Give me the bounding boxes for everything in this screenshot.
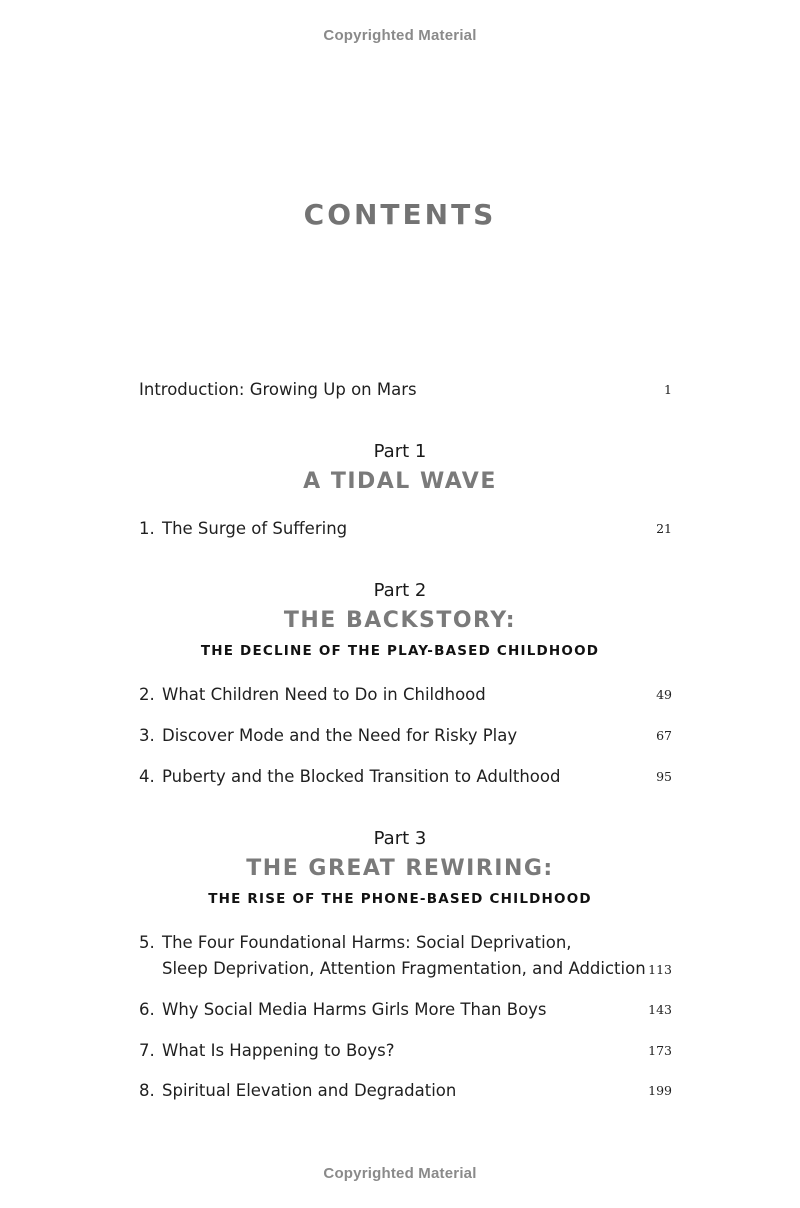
part-3-subtitle: THE RISE OF THE PHONE-BASED CHILDHOOD (208, 891, 592, 907)
toc-entry-page: 113 (648, 962, 672, 977)
page-title: CONTENTS (303, 198, 497, 231)
toc-entry-title: Spiritual Elevation and Degradation (162, 1081, 457, 1100)
toc-entry-title: The Surge of Suffering (162, 519, 348, 538)
toc-entry-number: 6. (139, 1000, 155, 1019)
copyright-watermark-bottom: Copyrighted Material (323, 1165, 477, 1182)
part-3-label: Part 3 (373, 828, 427, 849)
part-1-title: A TIDAL WAVE (303, 469, 497, 494)
toc-entry-page: 1 (664, 382, 672, 397)
copyright-watermark-top: Copyrighted Material (323, 27, 477, 44)
toc-entry-page: 143 (648, 1002, 672, 1017)
part-2-subtitle: THE DECLINE OF THE PLAY-BASED CHILDHOOD (200, 643, 600, 659)
toc-entry-number: 3. (139, 726, 155, 745)
toc-entry-number: 2. (139, 685, 155, 704)
toc-entry-page: 199 (648, 1083, 672, 1098)
toc-entry-title: What Is Happening to Boys? (162, 1041, 395, 1060)
toc-entry-title: Introduction: Growing Up on Mars (139, 380, 417, 399)
part-3-title: THE GREAT REWIRING: (246, 856, 554, 881)
toc-entry-number: 7. (139, 1041, 155, 1060)
part-1-label: Part 1 (373, 441, 427, 462)
toc-entry-title: What Children Need to Do in Childhood (162, 685, 486, 704)
toc-entry-number: 4. (139, 767, 155, 786)
toc-entry-title: Why Social Media Harms Girls More Than Boys (162, 1000, 547, 1019)
toc-entry-number: 5. (139, 933, 155, 952)
toc-entry-title: The Four Foundational Harms: Social Deprivation, (162, 933, 572, 952)
toc-entry-title-continued: Sleep Deprivation, Attention Fragmentation, and Addiction (162, 959, 646, 978)
part-2-label: Part 2 (373, 580, 427, 601)
toc-entry-page: 67 (656, 728, 672, 743)
toc-entry-page: 95 (656, 769, 672, 784)
toc-entry-title: Puberty and the Blocked Transition to Adulthood (162, 767, 561, 786)
toc-entry-page: 21 (656, 521, 672, 536)
toc-entry-page: 49 (656, 687, 672, 702)
toc-entry-number: 1. (139, 519, 155, 538)
part-2-title: THE BACKSTORY: (283, 608, 517, 633)
toc-entry-page: 173 (648, 1043, 672, 1058)
toc-entry-chapter-5[interactable] (139, 930, 672, 982)
toc-entry-title: Discover Mode and the Need for Risky Play (162, 726, 518, 745)
toc-entry-number: 8. (139, 1081, 155, 1100)
